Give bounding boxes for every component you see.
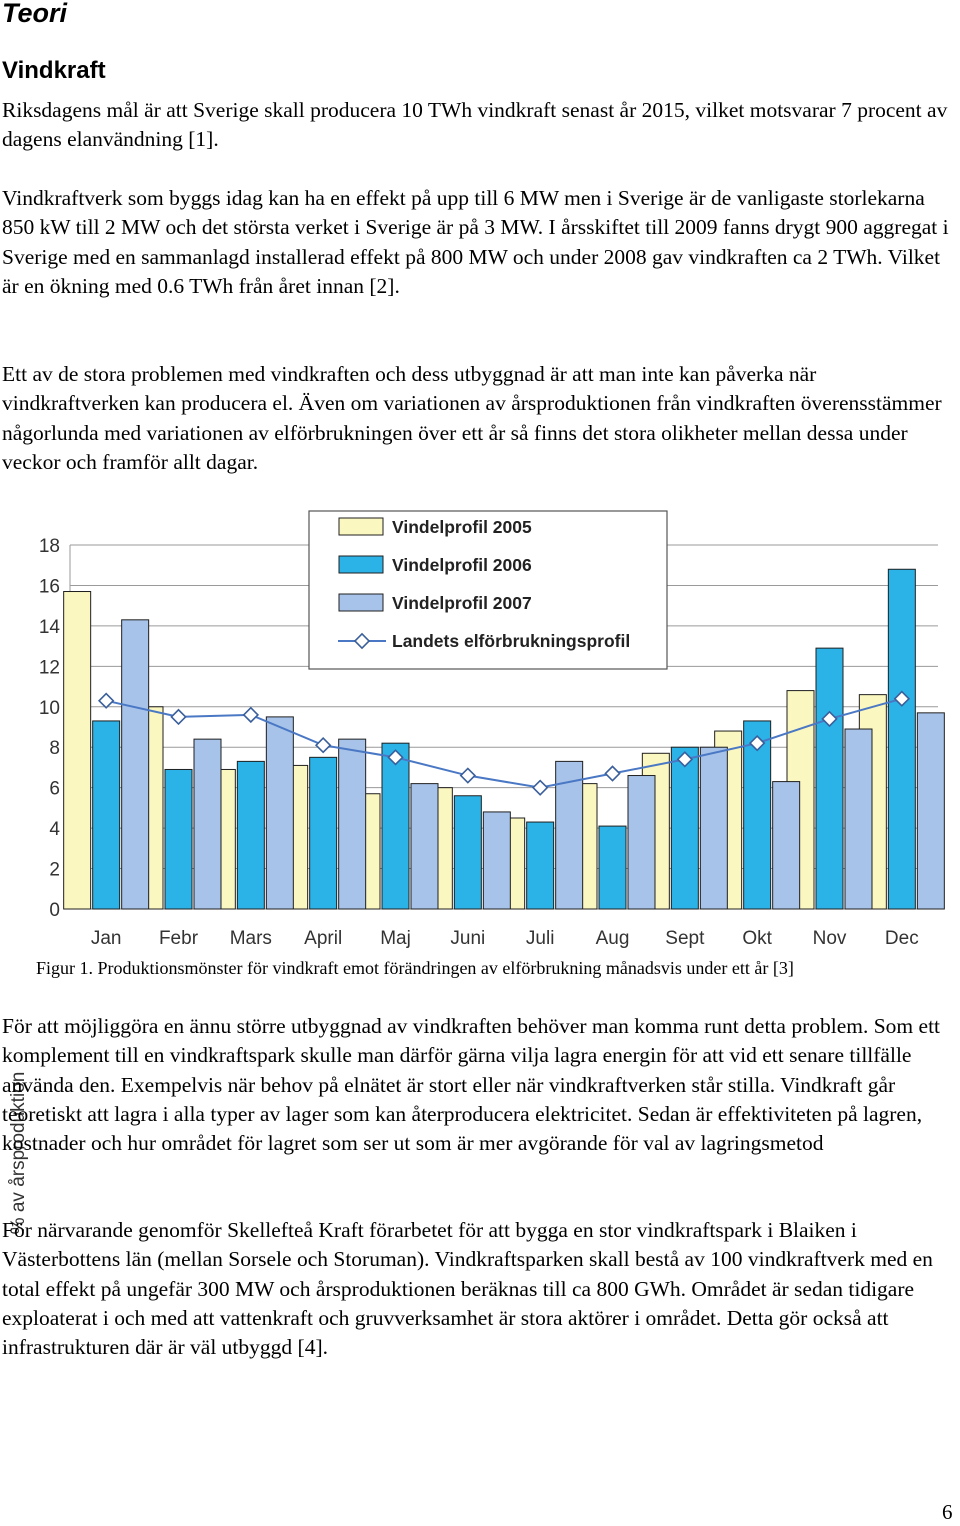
y-tick-label: 16 — [38, 576, 60, 598]
consumption-point-april — [316, 738, 330, 752]
bar-vindelprofil-2007-febr — [194, 739, 221, 909]
consumption-point-mars — [244, 708, 258, 722]
x-tick-label: Sept — [665, 928, 705, 949]
paragraph-4: För att möjliggöra en ännu större utbyggnad av vindkraften behöver man komma runt detta problem. Som ett komplement till en vindkraftspark skulle man därför gärna vilja lagra energin för att vid ett senare tillfälle använda den. Exempelvis när behov på elnätet är stort eller när vindkraftverken står stilla. Vindkraft går teoretiskt att lagra i alla typer av lager som kan återproducera elektricitet. Sedan är effektiviteten på lagren, kostnader och hur området för lagret som ser ut som är mer avgörande för val av lagringsmetod — [2, 1014, 941, 1156]
bar-vindelprofil-2007-april — [339, 739, 366, 909]
x-tick-label: Okt — [742, 928, 772, 949]
x-tick-label: April — [304, 928, 343, 949]
x-tick-label: Aug — [595, 928, 630, 949]
bar-vindelprofil-2006-febr — [165, 769, 192, 909]
paragraph-2: Vindkraftverk som byggs idag kan ha en effekt på upp till 6 MW men i Sverige är de vanligaste storlekarna 850 kW till 2 MW och det största verket i Sverige är på 3 MW. I årsskiftet till 2009 fanns drygt 900 aggregat i Sverige med en sammanlagd installerad effekt på 800 MW och under 2008 gav vindkraften ca 2 TWh. Vilket är en ökning med 0.6 TWh från året innan [2]. — [2, 186, 949, 298]
bar-vindelprofil-2007-jan — [122, 620, 149, 909]
y-tick-label: 4 — [49, 819, 60, 841]
consumption-point-juli — [533, 781, 547, 795]
consumption-point-juni — [461, 768, 475, 782]
paragraph-3: Ett av de stora problemen med vindkraften och dess utbyggnad är att man inte kan påverka när vindkraftverken kan producera el. Även om variationen av årsproduktionen från vindkraften överensstämmer någorlunda med variationen av elförbrukningen över ett år så finns det stora olikheter mellan dessa under veckor och framför allt dagar. — [2, 362, 942, 474]
bar-vindelprofil-2006-maj — [382, 743, 409, 909]
x-tick-label: Juli — [525, 928, 555, 949]
x-tick-label: Maj — [380, 928, 411, 949]
bar-vindelprofil-2006-juli — [527, 822, 554, 909]
bar-vindelprofil-2007-maj — [411, 784, 438, 909]
bar-vindelprofil-2006-dec — [888, 569, 915, 909]
y-tick-label: 14 — [38, 616, 60, 638]
x-axis-ticks — [91, 928, 919, 949]
y-tick-label: 6 — [49, 778, 60, 800]
legend-label: Vindelprofil 2006 — [392, 555, 532, 575]
bar-vindelprofil-2007-juni — [483, 812, 510, 909]
x-tick-label: Febr — [158, 928, 199, 949]
x-tick-label: Mars — [229, 928, 272, 949]
consumption-point-aug — [605, 766, 619, 780]
bar-vindelprofil-2006-juni — [454, 796, 481, 909]
paragraph-5: För närvarande genomför Skellefteå Kraft förarbetet för att bygga en stor vindkraftspark i Blaiken i Västerbottens län (mellan Sorsele och Storuman). Vindkraftsparken skall bestå av 100 vindkraftverk med en total effekt på ungefär 300 MW och årsproduktionen beräknas till ca 800 GWh. Området är sedan tidigare exploaterat i och med att vattenkraft och gruvverksamhet är stora aktörer i området. Detta gör också att infrastrukturen där är väl utbyggd [4]. — [2, 1218, 933, 1360]
chart-legend — [309, 511, 667, 669]
y-tick-label: 18 — [38, 536, 60, 557]
bar-vindelprofil-2007-dec — [917, 713, 944, 909]
paragraph-1: Riksdagens mål är att Sverige skall producera 10 TWh vindkraft senast år 2015, vilket motsvarar 7 procent av dagens elanvändning [1]. — [2, 98, 948, 152]
x-tick-label: Juni — [450, 928, 486, 949]
y-tick-label: 8 — [49, 738, 60, 760]
x-tick-label: Dec — [884, 928, 919, 949]
legend-label: Vindelprofil 2005 — [392, 517, 532, 537]
y-tick-label: 12 — [38, 657, 60, 679]
consumption-point-jan — [99, 694, 113, 708]
section-heading: Vindkraft — [2, 57, 106, 84]
x-tick-label: Jan — [90, 928, 122, 949]
legend-label: Vindelprofil 2007 — [392, 593, 532, 613]
bar-vindelprofil-2007-sept — [700, 747, 727, 909]
bar-vindelprofil-2007-mars — [266, 717, 293, 909]
legend-swatch-vindelprofil-2005 — [339, 518, 383, 535]
bar-vindelprofil-2006-sept — [671, 747, 698, 909]
bar-vindelprofil-2007-aug — [628, 776, 655, 909]
bar-vindelprofil-2006-nov — [816, 648, 843, 909]
legend-swatch-vindelprofil-2006 — [339, 556, 383, 573]
y-tick-label: 0 — [49, 900, 60, 921]
y-tick-label: 2 — [49, 859, 60, 881]
y-axis-ticks — [39, 536, 61, 921]
y-tick-label: 10 — [38, 697, 60, 719]
bar-vindelprofil-2006-jan — [93, 721, 120, 909]
bar-vindelprofil-2007-okt — [773, 782, 800, 909]
page-title: Teori — [2, 0, 68, 28]
y-axis-label: % av årsproduktion — [8, 1071, 29, 1235]
x-tick-label: Nov — [812, 928, 847, 949]
bar-vindelprofil-2006-aug — [599, 826, 626, 909]
bar-vindelprofil-2006-april — [310, 757, 337, 909]
legend-swatch-vindelprofil-2007 — [339, 594, 383, 611]
bar-vindelprofil-2006-mars — [237, 761, 264, 909]
bar-vindelprofil-2007-nov — [845, 729, 872, 909]
bar-vindelprofil-2005-jan — [64, 592, 91, 909]
page-number: 6 — [942, 1500, 953, 1524]
figure-caption: Figur 1. Produktionsmönster för vindkraft emot förändringen av elförbrukning månadsvis under ett år [3] — [36, 958, 794, 978]
legend-label: Landets elförbrukningsprofil — [392, 631, 631, 651]
consumption-point-febr — [171, 710, 185, 724]
